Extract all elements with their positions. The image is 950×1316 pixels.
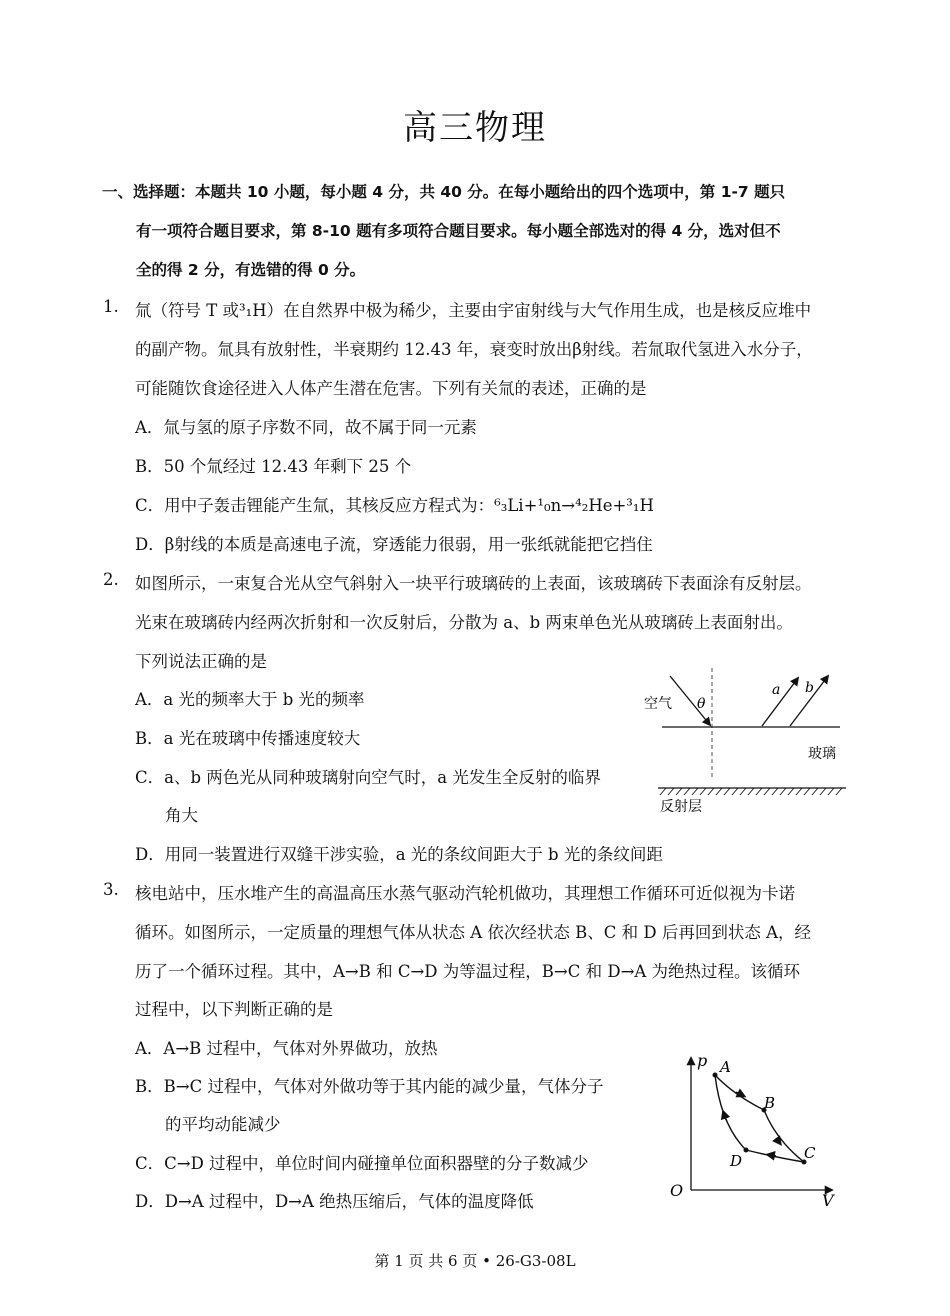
question-1-option-c: C．用中子轰击锂能产生氚，其核反应方程式为：⁶₃Li+¹₀n→⁴₂He+³₁H [135, 496, 654, 515]
arrow-d-a [724, 1114, 726, 1120]
question-2-option-a: A．a 光的频率大于 b 光的频率 [135, 690, 365, 709]
question-2-stem-line-1: 如图所示，一束复合光从空气斜射入一块平行玻璃砖的上表面，该玻璃砖下表面涂有反射层。 [135, 574, 812, 593]
arrow-c-d [770, 1155, 776, 1156]
point-a [713, 1073, 718, 1078]
question-3-stem-line-4: 过程中，以下判断正确的是 [135, 1000, 333, 1019]
section-header-line-3: 全的得 2 分，有选错的得 0 分。 [136, 261, 366, 279]
label-a: A [720, 1058, 731, 1076]
label-v: V [822, 1191, 834, 1210]
label-p: p [697, 1051, 708, 1070]
question-3-option-b-continued: 的平均动能减少 [165, 1115, 281, 1134]
question-2-stem-line-2: 光束在玻璃砖内经两次折射和一次反射后，分散为 a、b 两束单色光从玻璃砖上表面射出。 [135, 613, 793, 632]
label-reflect: 反射层 [660, 799, 702, 815]
carnot-cycle-diagram [664, 1050, 844, 1210]
reflect-layer-hatching [660, 788, 842, 795]
question-2-option-b: B．a 光在玻璃中传播速度较大 [135, 729, 361, 748]
page-footer: 第 1 页 共 6 页 • 26-G3-08L [374, 1252, 576, 1270]
question-3-stem-line-2: 循环。如图所示，一定质量的理想气体从状态 A 依次经状态 B、C 和 D 后再回到状态 A，经 [135, 923, 812, 942]
question-1-option-b: B．50 个氚经过 12.43 年剩下 25 个 [135, 457, 412, 476]
section-header-line-2: 有一项符合题目要求，第 8-10 题有多项符合题目要求。每小题全部选对的得 4 分，选对但不 [136, 222, 781, 240]
refraction-diagram [640, 668, 850, 818]
label-b: b [805, 680, 814, 696]
question-2-option-c: C．a、b 两色光从同种玻璃射向空气时，a 光发生全反射的临界 [135, 768, 601, 787]
question-3-stem-line-1: 核电站中，压水堆产生的高温高压水蒸气驱动汽轮机做功，其理想工作循环可近似视为卡诺 [135, 884, 795, 903]
question-3-option-b: B．B→C 过程中，气体对外做功等于其内能的减少量，气体分子 [135, 1077, 604, 1096]
arrow-b-c [776, 1138, 779, 1142]
label-d: D [730, 1152, 743, 1170]
label-b: B [764, 1094, 776, 1112]
question-3-option-d: D．D→A 过程中，D→A 绝热压缩后，气体的温度降低 [135, 1192, 534, 1211]
page-title: 高三物理 [403, 108, 547, 148]
question-1-stem-line-2: 的副产物。氚具有放射性，半衰期约 12.43 年，衰变时放出β射线。若氚取代氢进入水分子， [135, 340, 813, 359]
label-glass: 玻璃 [808, 746, 836, 762]
question-1-option-d: D．β射线的本质是高速电子流，穿透能力很弱，用一张纸就能把它挡住 [135, 535, 653, 554]
question-3-option-c: C．C→D 过程中，单位时间内碰撞单位面积器壁的分子数减少 [135, 1154, 589, 1173]
question-2-stem-line-3: 下列说法正确的是 [135, 652, 267, 671]
question-2-number: 2. [103, 570, 119, 589]
label-theta: θ [697, 696, 706, 712]
question-1-stem-line-1: 氚（符号 T 或³₁H）在自然界中极为稀少，主要由宇宙射线与大气作用生成，也是核反应堆中 [135, 301, 812, 320]
process-d-a [715, 1075, 746, 1150]
label-c: C [804, 1144, 816, 1162]
question-3-stem-line-3: 历了一个循环过程。其中，A→B 和 C→D 为等温过程，B→C 和 D→A 为绝热过程。该循环 [135, 962, 801, 981]
question-3-number: 3. [103, 880, 119, 899]
question-1-number: 1. [103, 297, 119, 316]
question-2-option-c-continued: 角大 [165, 806, 198, 825]
label-air: 空气 [644, 696, 672, 712]
question-2-option-d: D．用同一装置进行双缝干涉实验，a 光的条纹间距大于 b 光的条纹间距 [135, 845, 663, 864]
process-b-c [764, 1110, 804, 1162]
question-1-stem-line-3: 可能随饮食途径进入人体产生潜在危害。下列有关氚的表述，正确的是 [135, 379, 647, 398]
label-a: a [772, 682, 781, 698]
label-o: O [670, 1181, 684, 1200]
section-header-line-1: 一、选择题：本题共 10 小题，每小题 4 分，共 40 分。在每小题给出的四个选项中，第 1-7 题只 [102, 183, 786, 201]
process-a-b [715, 1075, 764, 1110]
point-d [744, 1148, 749, 1153]
question-1-option-a: A．氚与氢的原子序数不同，故不属于同一元素 [135, 418, 477, 437]
question-3-option-a: A．A→B 过程中，气体对外界做功，放热 [135, 1039, 438, 1058]
